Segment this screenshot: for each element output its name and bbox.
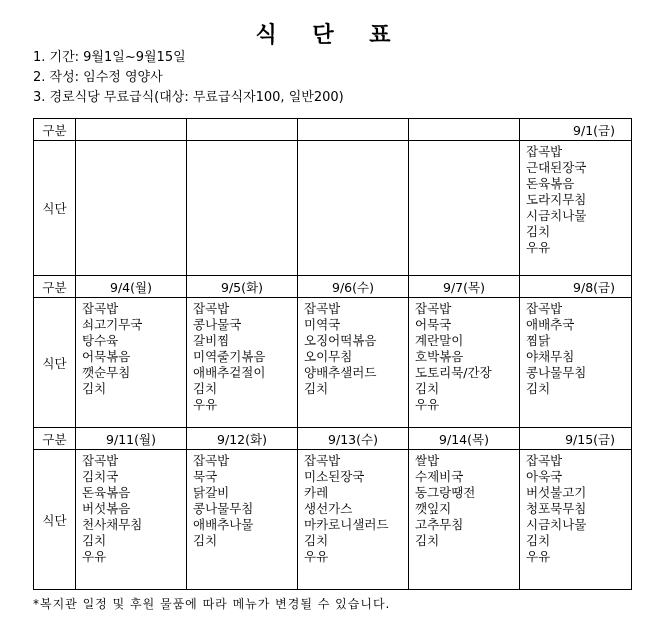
menu-item: 잡곡밥: [82, 301, 119, 316]
menu-cell: [76, 298, 187, 428]
gubun-label: 구분: [34, 276, 76, 298]
menu-item: 생선가스: [304, 501, 353, 516]
menu-item: 김치: [415, 381, 440, 396]
menu-item: 근대된장국: [526, 160, 587, 175]
menu-item: 청포묵무침: [526, 501, 587, 516]
menu-item: 김치: [193, 533, 218, 548]
menu-item: 잡곡밥: [193, 453, 230, 468]
menu-item: 시금치나물: [526, 208, 587, 223]
menu-item: 동그랑땡전: [415, 485, 476, 500]
menu-item: 김치: [193, 381, 218, 396]
date-header: [76, 119, 187, 141]
sikdan-label: 식단: [34, 141, 76, 276]
date-header: [187, 119, 298, 141]
menu-item: 애배추국: [526, 317, 575, 332]
date-row: [34, 119, 632, 141]
menu-item: 김치: [82, 381, 107, 396]
menu-item: 잡곡밥: [526, 144, 563, 159]
menu-item: 어묵볶음: [82, 349, 131, 364]
menu-cell: [298, 298, 409, 428]
date-row: [34, 428, 632, 450]
menu-item: 묵국: [193, 469, 218, 484]
menu-item: 닭갈비: [193, 485, 230, 500]
menu-row: [34, 298, 632, 428]
menu-item: 쌀밥: [415, 453, 440, 468]
menu-item: 깻잎지: [415, 501, 452, 516]
menu-item: 잡곡밥: [415, 301, 452, 316]
sikdan-label: 식단: [34, 298, 76, 428]
menu-item: 잡곡밥: [526, 301, 563, 316]
menu-table: [33, 118, 632, 590]
menu-item: 우유: [526, 240, 551, 255]
menu-item: 오징어떡볶음: [304, 333, 377, 348]
menu-item: 마카로니샐러드: [304, 517, 389, 532]
date-header: [298, 119, 409, 141]
menu-item: 갈비찜: [193, 333, 230, 348]
menu-cell: [520, 141, 632, 276]
menu-item: 우유: [415, 397, 440, 412]
menu-cell: [298, 141, 409, 276]
menu-item: 우유: [526, 549, 551, 564]
date-header: 9/7(목): [409, 276, 520, 298]
menu-cell: [520, 298, 632, 428]
menu-item: 천사채무침: [82, 517, 143, 532]
menu-item: 고추무침: [415, 517, 464, 532]
menu-cell: [409, 298, 520, 428]
info-target: 3. 경로식당 무료급식(대상: 무료급식자100, 일반200): [33, 90, 344, 105]
date-header: 9/13(수): [298, 428, 409, 450]
menu-item: 잡곡밥: [304, 301, 341, 316]
footnote: *복지관 일정 및 후원 물품에 따라 메뉴가 변경될 수 있습니다.: [33, 597, 391, 611]
menu-item: 김치: [82, 533, 107, 548]
menu-item: 카레: [304, 485, 329, 500]
menu-cell: [409, 141, 520, 276]
menu-item: 콩나물무침: [526, 365, 587, 380]
info-author: 2. 작성: 임수정 영양사: [33, 70, 163, 85]
menu-item: 양배추샐러드: [304, 365, 377, 380]
menu-item: 우유: [193, 397, 218, 412]
menu-item: 미역국: [304, 317, 341, 332]
menu-item: 우유: [304, 549, 329, 564]
menu-item: 찜닭: [526, 333, 551, 348]
menu-item: 쇠고기무국: [82, 317, 143, 332]
menu-item: 김치: [304, 381, 329, 396]
menu-item: 도라지무침: [526, 192, 587, 207]
menu-item: 잡곡밥: [193, 301, 230, 316]
menu-item: 깻순무침: [82, 365, 131, 380]
menu-item: 돈육볶음: [82, 485, 131, 500]
menu-item: 수제비국: [415, 469, 464, 484]
date-header: 9/11(월): [76, 428, 187, 450]
menu-item: 김치: [415, 533, 440, 548]
menu-item: 김치: [526, 533, 551, 548]
date-row: [34, 276, 632, 298]
date-header: 9/12(화): [187, 428, 298, 450]
menu-item: 야채무침: [526, 349, 575, 364]
date-header: 9/6(수): [298, 276, 409, 298]
menu-item: 도토리묵/간장: [415, 365, 492, 380]
menu-cell: [76, 450, 187, 590]
menu-item: 잡곡밥: [526, 453, 563, 468]
menu-cell: [187, 450, 298, 590]
menu-item: 탕수육: [82, 333, 119, 348]
date-header: 9/5(화): [187, 276, 298, 298]
menu-item: 미소된장국: [304, 469, 365, 484]
menu-item: 계란말이: [415, 333, 464, 348]
menu-cell: [520, 450, 632, 590]
menu-item: 잡곡밥: [82, 453, 119, 468]
date-header: 9/8(금): [520, 276, 632, 298]
menu-item: 콩나물국: [193, 317, 242, 332]
info-period: 1. 기간: 9월1일~9월15일: [33, 50, 186, 65]
sikdan-label: 식단: [34, 450, 76, 590]
date-header: 9/1(금): [520, 119, 632, 141]
menu-cell: [298, 450, 409, 590]
menu-item: 미역줄기볶음: [193, 349, 266, 364]
date-header: [409, 119, 520, 141]
menu-cell: [187, 141, 298, 276]
menu-row: [34, 141, 632, 276]
menu-item: 호박볶음: [415, 349, 464, 364]
menu-cell: [409, 450, 520, 590]
menu-item: 아욱국: [526, 469, 563, 484]
menu-item: 오이무침: [304, 349, 353, 364]
date-header: 9/15(금): [520, 428, 632, 450]
gubun-label: 구분: [34, 428, 76, 450]
menu-item: 김치: [526, 224, 551, 239]
menu-item: 돈육볶음: [526, 176, 575, 191]
date-header: 9/4(월): [76, 276, 187, 298]
menu-item: 콩나물무침: [193, 501, 254, 516]
gubun-label: 구분: [34, 119, 76, 141]
menu-item: 버섯불고기: [526, 485, 587, 500]
menu-cell: [76, 141, 187, 276]
page-title: 식 단 표: [255, 23, 405, 48]
menu-item: 애배추나물: [193, 517, 254, 532]
menu-item: 김치: [526, 381, 551, 396]
menu-item: 우유: [82, 549, 107, 564]
menu-cell: [187, 298, 298, 428]
menu-item: 김치: [304, 533, 329, 548]
menu-item: 애배추겉절이: [193, 365, 266, 380]
menu-row: [34, 450, 632, 590]
menu-item: 버섯볶음: [82, 501, 131, 516]
date-header: 9/14(목): [409, 428, 520, 450]
menu-item: 김치국: [82, 469, 119, 484]
menu-item: 잡곡밥: [304, 453, 341, 468]
menu-item: 시금치나물: [526, 517, 587, 532]
menu-item: 어묵국: [415, 317, 452, 332]
